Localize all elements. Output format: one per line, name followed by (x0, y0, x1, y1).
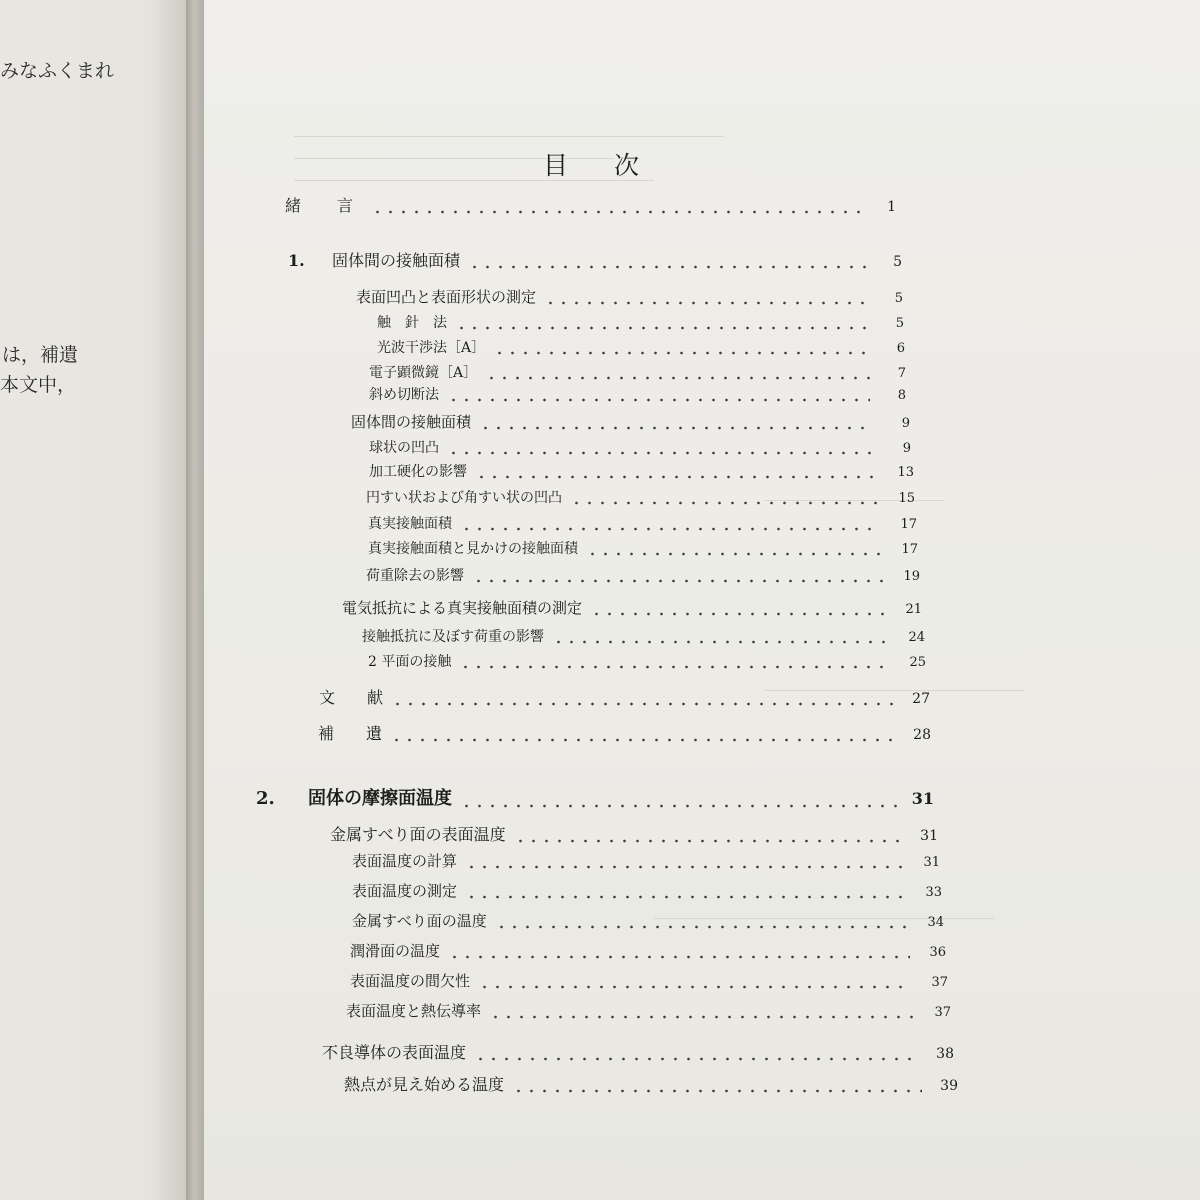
toc-entry (369, 437, 911, 457)
toc-page-number: 17 (901, 542, 918, 557)
toc-leader-dots (489, 1015, 915, 1019)
toc-entry (369, 461, 914, 481)
toc-entry-label: 文 献 (319, 688, 384, 707)
toc-leader-dots (455, 326, 868, 330)
toc-entry-label: 表面凹凸と表面形状の測定 (356, 288, 537, 306)
toc-entry (322, 1040, 954, 1063)
toc-page-number: 1 (887, 199, 896, 215)
toc-entry-label: 固体間の接触面積 (351, 413, 472, 431)
toc-entry-label: 光波干渉法［A］ (377, 340, 486, 356)
toc-leader-dots (390, 738, 895, 742)
toc-leader-dots (474, 1057, 918, 1061)
toc-entry-label: 表面温度の測定 (352, 882, 458, 900)
toc-leader-dots (465, 865, 904, 869)
toc-entry (377, 337, 905, 357)
toc-entry (350, 970, 948, 991)
toc-leader-dots (371, 210, 860, 214)
toc-page-number: 15 (898, 491, 915, 506)
toc-entry-label: 加工硬化の影響 (369, 464, 467, 480)
toc-page-number: 31 (923, 855, 940, 870)
left-page (0, 0, 186, 1200)
toc-entry-label: 電気抵抗による真実接触面積の測定 (342, 599, 583, 617)
toc-page-number: 13 (897, 465, 914, 480)
toc-entry-label: 接触抵抗に及ぼす荷重の影響 (362, 629, 544, 645)
toc-entry-label: 表面温度の計算 (352, 852, 458, 870)
toc-entry (356, 286, 903, 307)
toc-leader-dots (478, 985, 912, 989)
toc-entry-label: 表面温度の間欠性 (350, 972, 471, 990)
toc-page-number: 37 (931, 975, 948, 990)
toc-leader-dots (468, 265, 866, 269)
toc-entry-label: 補 遺 (318, 724, 383, 743)
toc-entry (346, 1000, 951, 1021)
left-page-line-2: は，補遺 (2, 344, 79, 366)
toc-entry (319, 685, 930, 708)
toc-leader-dots (459, 665, 890, 669)
toc-entry (366, 565, 920, 585)
toc-leader-dots (460, 804, 898, 808)
left-page-line-1: みなふくまれ (0, 60, 115, 82)
toc-entry-label: 2 平面の接触 (368, 654, 452, 670)
toc-entry (368, 513, 917, 533)
toc-leader-dots (465, 895, 906, 899)
toc-page-number: 5 (895, 316, 904, 331)
toc-leader-dots (586, 552, 882, 556)
toc-entry (366, 487, 915, 507)
toc-entry-label: 不良導体の表面温度 (322, 1043, 467, 1062)
toc-entry (368, 651, 926, 671)
toc-leader-dots (479, 426, 874, 430)
toc-leader-dots (447, 451, 875, 455)
toc-entry-label: 表面温度と熱伝導率 (346, 1002, 482, 1020)
toc-leader-dots (448, 955, 910, 959)
toc-entry-label: 真実接触面積 (368, 516, 452, 532)
show-through-line (294, 136, 724, 137)
toc-entry (342, 597, 922, 618)
toc-entry-label: 円すい状および角すい状の凹凸 (366, 490, 562, 506)
toc-entry (288, 248, 902, 271)
toc-page-number: 27 (912, 691, 930, 707)
toc-entry (368, 538, 918, 558)
toc-leader-dots (590, 612, 886, 616)
toc-entry (369, 384, 906, 404)
toc-entry (350, 940, 946, 961)
toc-entry (352, 850, 940, 871)
toc-page-number: 17 (900, 517, 917, 532)
toc-leader-dots (495, 925, 908, 929)
toc-page-number: 25 (909, 655, 926, 670)
toc-leader-dots (391, 702, 894, 706)
toc-entry-label: 固体間の接触面積 (332, 251, 461, 270)
toc-page-number: 9 (901, 416, 910, 431)
toc-page-number: 39 (940, 1078, 958, 1094)
toc-page-number: 6 (896, 341, 905, 356)
toc-entry (352, 910, 944, 931)
toc-leader-dots (544, 301, 867, 305)
toc-page-number: 31 (920, 828, 938, 844)
toc-leader-dots (552, 640, 889, 644)
toc-entry-label: 真実接触面積と見かけの接触面積 (368, 541, 578, 557)
toc-entry-label: 球状の凹凸 (369, 440, 439, 456)
toc-entry (330, 822, 938, 845)
toc-page-number: 9 (902, 441, 911, 456)
book-gutter (186, 0, 204, 1200)
toc-entry (285, 193, 896, 216)
toc-entry (352, 880, 942, 901)
toc-chapter-number: 2. (256, 788, 275, 809)
toc-leader-dots (475, 475, 878, 479)
toc-entry (351, 411, 910, 432)
toc-page-number: 21 (905, 602, 922, 617)
toc-leader-dots (460, 527, 881, 531)
toc-entry (256, 784, 934, 810)
toc-entry-label: 固体の摩擦面温度 (308, 788, 452, 809)
toc-page-number: 5 (893, 254, 902, 270)
toc-page-number: 31 (911, 789, 934, 808)
toc-page-number: 33 (925, 885, 942, 900)
toc-leader-dots (447, 398, 870, 402)
toc-page-number: 7 (897, 366, 906, 381)
toc-leader-dots (512, 1089, 922, 1093)
toc-leader-dots (570, 501, 879, 505)
toc-entry-label: 荷重除去の影響 (366, 568, 464, 584)
toc-page-number: 36 (929, 945, 946, 960)
toc-page-number: 5 (894, 291, 903, 306)
toc-leader-dots (493, 351, 869, 355)
toc-page-number: 19 (903, 569, 920, 584)
toc-leader-dots (485, 376, 870, 380)
toc-page-number: 38 (936, 1046, 954, 1062)
toc-leader-dots (514, 839, 902, 843)
toc-entry-label: 潤滑面の温度 (350, 942, 441, 960)
toc-page-number: 24 (908, 630, 925, 645)
toc-entry (318, 721, 931, 744)
toc-page-number: 8 (897, 388, 906, 403)
toc-leader-dots (472, 579, 884, 583)
left-page-line-3: 本文中， (0, 374, 77, 396)
toc-chapter-number: 1. (288, 251, 305, 270)
toc-entry (377, 312, 904, 332)
toc-entry (362, 626, 925, 646)
toc-page-number: 37 (934, 1005, 951, 1020)
toc-entry-label: 金属すべり面の表面温度 (330, 825, 506, 844)
toc-entry (369, 362, 906, 382)
toc-entry-label: 斜め切断法 (369, 387, 439, 403)
toc-entry-label: 金属すべり面の温度 (352, 912, 487, 930)
toc-title: 目次 (543, 151, 686, 180)
toc-entry-label: 緒 言 (285, 196, 364, 215)
toc-entry-label: 電子顕微鏡［A］ (369, 365, 478, 381)
toc-entry-label: 触 針 法 (377, 315, 447, 331)
toc-entry-label: 熱点が見え始める温度 (344, 1075, 505, 1094)
toc-entry (344, 1072, 958, 1095)
toc-page-number: 34 (927, 915, 944, 930)
toc-page-number: 28 (913, 727, 931, 743)
